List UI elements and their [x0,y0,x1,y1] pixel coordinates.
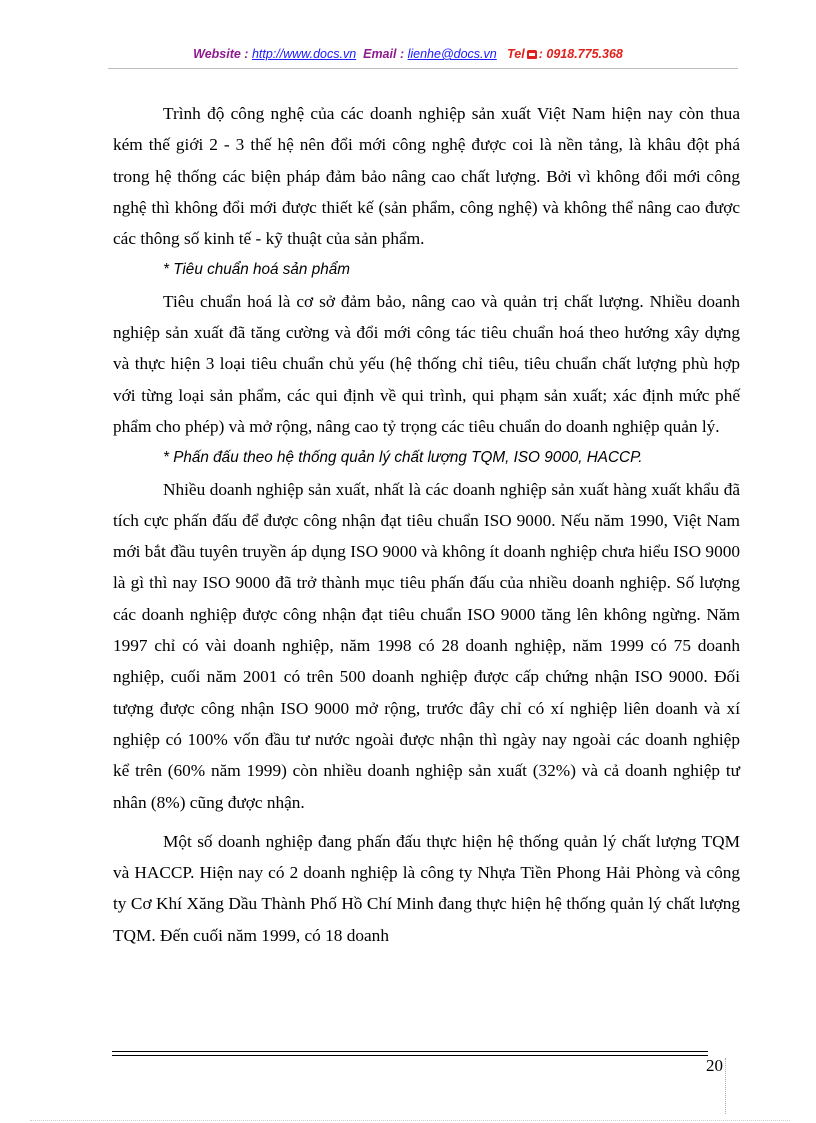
subheading-quality-systems: * Phấn đấu theo hệ thống quản lý chất lượng TQM, ISO 9000, HACCP. [163,449,643,467]
document-body [113,98,740,951]
tel-number: : 0918.775.368 [538,47,623,61]
website-link[interactable]: http://www.docs.vn [251,47,357,61]
paragraph-iso9000: Nhiều doanh nghiệp sản xuất, nhất là các doanh nghiệp sản xuất hàng xuất khẩu đã tích cực phấn đấu để được công nhận đạt tiêu chuẩn ISO 9000. Nếu năm 1990, Việt Nam mới bắt đầu tuyên truyền áp dụng ISO 9000 và không ít doanh nghiệp chưa hiểu ISO 9000 là gì thì nay ISO 9000 đã trở thành mục tiêu phấn đấu của nhiều doanh nghiệp. Số lượng các doanh nghiệp được công nhận đạt tiêu chuẩn ISO 9000 tăng lên không ngừng. Năm 1997 chỉ có vài doanh nghiệp, năm 1998 có 28 doanh nghiệp, năm 1999 có 75 doanh nghiệp, cuối năm 2001 có trên 500 doanh nghiệp được cấp chứng nhận ISO 9000. Đối tượng được công nhận ISO 9000 mở rộng, trước đây chỉ có xí nghiệp liên doanh và xí nghiệp có 100% vốn đầu tư nước ngoài được nhận thì ngày nay ngoài các doanh nghiệp kể trên (60% năm 1999) còn nhiều doanh nghiệp sản xuất (32%) và cả doanh nghiệp tư nhân (8%) cũng được nhận. [113,479,740,812]
email-label: Email [363,47,397,61]
header-divider [108,68,738,69]
page-edge-guide [30,1120,790,1121]
website-label: Website : [193,47,252,61]
email-separator: : [396,47,408,61]
page-number: 20 [706,1056,723,1075]
telephone-icon [527,50,537,59]
paragraph-technology: Trình độ công nghệ của các doanh nghiệp sản xuất Việt Nam hiện nay còn thua kém thế giới 2 - 3 thế hệ nên đổi mới công nghệ được coi là nền tảng, là khâu đột phá trong hệ thống các biện pháp đảm bảo nâng cao chất lượng. Bởi vì không đổi mới công nghệ thì không đổi mới được thiết kế (sản phẩm, công nghệ) và không thể nâng cao được các thông số kinh tế - kỹ thuật của sản phẩm. [113,104,740,249]
footer-divider-bottom [112,1055,708,1056]
tel-label: Tel [507,47,525,61]
subheading-standardization: * Tiêu chuẩn hoá sản phẩm [163,261,350,279]
footer-divider-top [112,1051,708,1052]
paragraph-tqm-haccp: Một số doanh nghiệp đang phấn đấu thực hiện hệ thống quản lý chất lượng TQM và HACCP. Hiện nay có 2 doanh nghiệp là công ty Nhựa Tiền Phong Hải Phòng và công ty Cơ Khí Xăng Dầu Thành Phố Hồ Chí Minh đang thực hiện hệ thống quản lý chất lượng TQM. Đến cuối năm 1999, có 18 doanh [113,831,740,945]
page-header [0,47,816,61]
margin-guide [725,1058,726,1114]
paragraph-standardization: Tiêu chuẩn hoá là cơ sở đảm bảo, nâng cao và quản trị chất lượng. Nhiều doanh nghiệp sản xuất đã tăng cường và đổi mới công tác tiêu chuẩn hoá theo hướng xây dựng và thực hiện 3 loại tiêu chuẩn chủ yếu (hệ thống chỉ tiêu, tiêu chuẩn chất lượng phù hợp với từng loại sản phẩm, các qui định về qui trình, qui phạm sản xuất; xác định mức phế phẩm cho phép) và mở rộng, nâng cao tỷ trọng các tiêu chuẩn do doanh nghiệp quản lý. [113,291,740,436]
email-link[interactable]: lienhe@docs.vn [407,47,497,61]
